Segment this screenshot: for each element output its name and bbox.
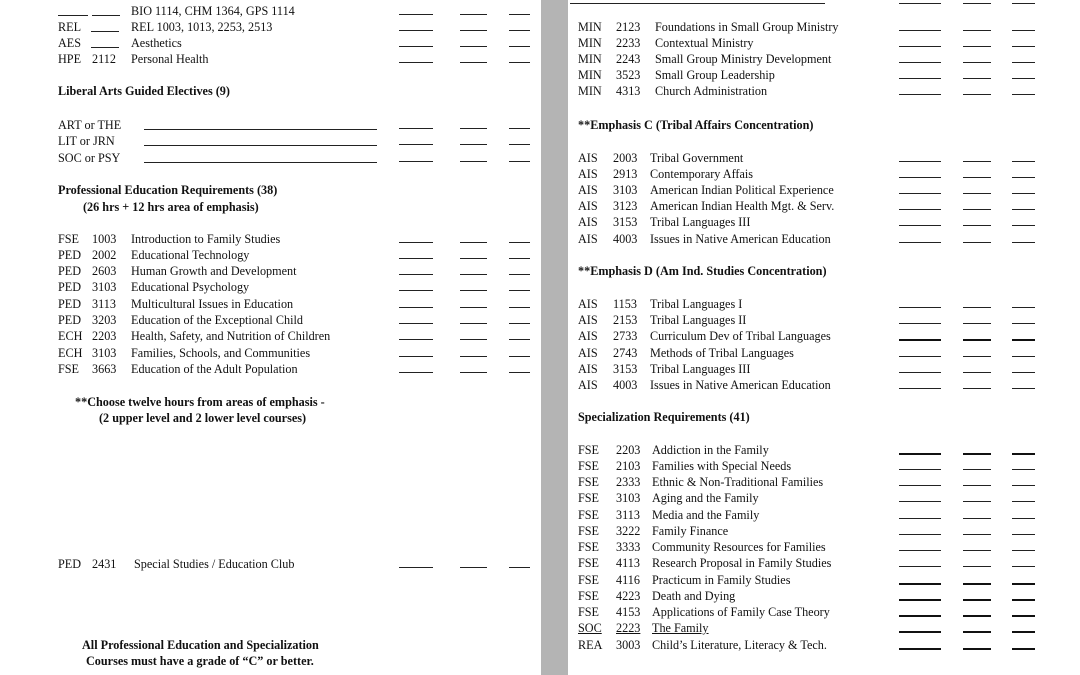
grade-blank-2[interactable]	[963, 550, 991, 551]
grade-blank-3[interactable]	[1012, 631, 1035, 633]
course-title: Research Proposal in Family Studies	[652, 556, 832, 570]
course-dept: FSE	[578, 573, 600, 587]
grade-blank-1[interactable]	[399, 128, 433, 129]
course-dept: MIN	[578, 20, 602, 34]
grade-blank-3[interactable]	[1012, 388, 1035, 389]
grade-blank-2[interactable]	[963, 78, 991, 79]
grade-note: Courses must have a grade of “C” or better.	[86, 654, 314, 668]
grade-blank-1[interactable]	[899, 46, 941, 47]
grade-blank-3[interactable]	[509, 62, 530, 63]
course-title: Tribal Languages III	[650, 362, 751, 376]
grade-blank-2[interactable]	[963, 30, 991, 31]
grade-blank-1[interactable]	[899, 550, 941, 551]
grade-blank-1[interactable]	[899, 599, 941, 601]
course-number: 3113	[92, 297, 116, 311]
grade-blank-3[interactable]	[1012, 518, 1035, 519]
grade-blank-2[interactable]	[963, 599, 991, 601]
grade-blank-3[interactable]	[509, 307, 530, 308]
course-dept: ECH	[58, 329, 83, 343]
grade-blank-3[interactable]	[1012, 469, 1035, 470]
course-number: 1003	[92, 232, 117, 246]
grade-blank-1[interactable]	[899, 78, 941, 79]
grade-blank-3[interactable]	[1012, 242, 1035, 243]
grade-blank-2[interactable]	[963, 566, 991, 567]
grade-blank-2[interactable]	[963, 469, 991, 470]
fill-in-line[interactable]	[570, 3, 825, 4]
course-dept: MIN	[578, 84, 602, 98]
grade-blank-1[interactable]	[399, 567, 433, 568]
grade-blank-1[interactable]	[399, 323, 433, 324]
grade-blank-1[interactable]	[399, 339, 433, 340]
course-title: Small Group Leadership	[655, 68, 775, 82]
course-dept: PED	[58, 264, 82, 278]
course-number: 4003	[613, 232, 638, 246]
emphasis-note: (2 upper level and 2 lower level courses)	[99, 411, 307, 425]
grade-blank-2[interactable]	[963, 94, 991, 95]
course-number: 4113	[616, 556, 640, 570]
grade-blank-1[interactable]	[399, 161, 433, 162]
course-title: Media and the Family	[652, 508, 760, 522]
course-dept: AIS	[578, 167, 598, 181]
course-number: 2203	[616, 443, 641, 457]
course-number: 4153	[616, 605, 641, 619]
course-number: 2913	[613, 167, 638, 181]
grade-blank-3[interactable]	[1012, 339, 1035, 341]
course-number: 2743	[613, 346, 638, 360]
grade-blank-2[interactable]	[460, 567, 487, 568]
course-title: Tribal Languages I	[650, 297, 743, 311]
grade-blank-1[interactable]	[399, 46, 433, 47]
course-number: 3153	[613, 362, 638, 376]
grade-blank-2[interactable]	[963, 501, 991, 502]
course-title: Death and Dying	[652, 589, 736, 603]
course-dept: FSE	[578, 491, 600, 505]
grade-blank-2[interactable]	[460, 323, 487, 324]
grade-blank-2[interactable]	[963, 631, 991, 633]
grade-blank-2[interactable]	[963, 307, 991, 308]
grade-blank-2[interactable]	[460, 356, 487, 357]
grade-blank-2[interactable]	[963, 209, 991, 210]
grade-blank-1[interactable]	[399, 290, 433, 291]
grade-blank-3[interactable]	[509, 128, 530, 129]
course-dept: AES	[58, 36, 82, 50]
course-title: Educational Technology	[131, 248, 250, 262]
grade-blank-3[interactable]	[1012, 193, 1035, 194]
grade-blank-1[interactable]	[899, 485, 941, 486]
grade-blank-3[interactable]	[509, 144, 530, 145]
grade-blank-2[interactable]	[460, 46, 487, 47]
grade-blank-3[interactable]	[509, 567, 530, 568]
grade-blank-2[interactable]	[963, 534, 991, 535]
section-heading-prof-ed: Professional Education Requirements (38)	[58, 183, 278, 197]
grade-note: All Professional Education and Specialization	[82, 638, 319, 652]
emphasis-note: **Choose twelve hours from areas of emphasis -	[75, 395, 325, 409]
course-number: 2153	[613, 313, 638, 327]
grade-blank-3[interactable]	[1012, 177, 1035, 178]
grade-blank-1[interactable]	[399, 372, 433, 373]
grade-blank-1[interactable]	[899, 177, 941, 178]
grade-blank-3[interactable]	[1012, 94, 1035, 95]
grade-blank-1[interactable]	[399, 30, 433, 31]
grade-blank-3[interactable]	[1012, 30, 1035, 31]
course-title: Educational Psychology	[131, 280, 250, 294]
course-number: 4223	[616, 589, 641, 603]
course-dept: PED	[58, 297, 82, 311]
course-dept: PED	[58, 313, 82, 327]
grade-blank-3[interactable]	[509, 372, 530, 373]
grade-blank-1[interactable]	[399, 356, 433, 357]
section-heading-emphasis-c: **Emphasis C (Tribal Affairs Concentration)	[578, 118, 814, 132]
fill-in-line[interactable]	[91, 47, 119, 48]
course-title: REL 1003, 1013, 2253, 2513	[131, 20, 273, 34]
course-number: 3103	[616, 491, 641, 505]
course-title: Contextual Ministry	[655, 36, 754, 50]
grade-blank-2[interactable]	[963, 648, 991, 650]
course-number: 3123	[613, 199, 638, 213]
grade-blank-3[interactable]	[1012, 307, 1035, 308]
course-dept: SOC	[578, 621, 602, 635]
grade-blank-1[interactable]	[899, 193, 941, 194]
grade-blank-1[interactable]	[399, 242, 433, 243]
course-dept: AIS	[578, 215, 598, 229]
course-title: Education of the Exceptional Child	[131, 313, 303, 327]
section-subheading-prof-ed: (26 hrs + 12 hrs area of emphasis)	[83, 200, 259, 214]
grade-blank-3[interactable]	[1012, 161, 1035, 162]
grade-blank-1[interactable]	[399, 144, 433, 145]
course-number: 2112	[92, 52, 116, 66]
course-dept: PED	[58, 557, 82, 571]
grade-blank-3[interactable]	[1012, 3, 1035, 4]
grade-blank-2[interactable]	[460, 307, 487, 308]
course-number: 3203	[92, 313, 117, 327]
course-dept: AIS	[578, 378, 598, 392]
course-number: 3222	[616, 524, 641, 538]
grade-blank-1[interactable]	[399, 62, 433, 63]
grade-blank-1[interactable]	[899, 225, 941, 226]
course-title: The Family	[652, 621, 709, 635]
grade-blank-3[interactable]	[1012, 648, 1035, 650]
grade-blank-1[interactable]	[899, 307, 941, 308]
grade-blank-3[interactable]	[509, 323, 530, 324]
grade-blank-1[interactable]	[399, 274, 433, 275]
grade-blank-1[interactable]	[899, 3, 941, 4]
grade-blank-2[interactable]	[963, 161, 991, 162]
grade-blank-3[interactable]	[1012, 501, 1035, 502]
course-title: Health, Safety, and Nutrition of Children	[131, 329, 331, 343]
course-dept: FSE	[578, 475, 600, 489]
grade-blank-3[interactable]	[1012, 453, 1035, 455]
grade-blank-2[interactable]	[963, 485, 991, 486]
grade-blank-3[interactable]	[509, 356, 530, 357]
course-number: 3523	[616, 68, 641, 82]
grade-blank-2[interactable]	[963, 323, 991, 324]
grade-blank-2[interactable]	[460, 258, 487, 259]
course-title: Small Group Ministry Development	[655, 52, 832, 66]
course-dept: AIS	[578, 199, 598, 213]
grade-blank-1[interactable]	[899, 534, 941, 535]
grade-blank-2[interactable]	[963, 225, 991, 226]
grade-blank-2[interactable]	[460, 30, 487, 31]
grade-blank-1[interactable]	[899, 356, 941, 357]
course-number: 4313	[616, 84, 641, 98]
course-number: 3103	[92, 346, 117, 360]
course-number: 4116	[616, 573, 640, 587]
grade-blank-2[interactable]	[963, 583, 991, 585]
course-title: Aesthetics	[131, 36, 182, 50]
course-dept: AIS	[578, 329, 598, 343]
section-heading-liberal-arts: Liberal Arts Guided Electives (9)	[58, 84, 230, 98]
page-gutter	[541, 0, 568, 675]
course-dept: PED	[58, 280, 82, 294]
elective-fill-in[interactable]	[144, 129, 377, 130]
grade-blank-1[interactable]	[899, 469, 941, 470]
grade-blank-3[interactable]	[509, 46, 530, 47]
fill-in-line[interactable]	[58, 15, 88, 16]
course-number: 2733	[613, 329, 638, 343]
course-number: 2123	[616, 20, 641, 34]
course-title: Ethnic & Non-Traditional Families	[652, 475, 824, 489]
course-number: 2431	[92, 557, 117, 571]
course-title: Family Finance	[652, 524, 729, 538]
grade-blank-3[interactable]	[1012, 225, 1035, 226]
grade-blank-2[interactable]	[963, 242, 991, 243]
grade-blank-1[interactable]	[899, 648, 941, 650]
grade-blank-3[interactable]	[1012, 550, 1035, 551]
course-dept: FSE	[578, 508, 600, 522]
grade-blank-3[interactable]	[509, 242, 530, 243]
course-title: Methods of Tribal Languages	[650, 346, 794, 360]
course-dept: AIS	[578, 346, 598, 360]
grade-blank-1[interactable]	[899, 339, 941, 341]
course-title: Tribal Languages II	[650, 313, 747, 327]
grade-blank-3[interactable]	[509, 161, 530, 162]
grade-blank-2[interactable]	[963, 372, 991, 373]
course-dept: AIS	[578, 313, 598, 327]
section-heading-emphasis-d: **Emphasis D (Am Ind. Studies Concentration)	[578, 264, 827, 278]
grade-blank-3[interactable]	[509, 30, 530, 31]
grade-blank-1[interactable]	[399, 14, 433, 15]
grade-blank-3[interactable]	[1012, 46, 1035, 47]
course-dept: AIS	[578, 232, 598, 246]
grade-blank-3[interactable]	[509, 290, 530, 291]
course-title: Applications of Family Case Theory	[652, 605, 830, 619]
grade-blank-1[interactable]	[899, 30, 941, 31]
course-number: 3153	[613, 215, 638, 229]
course-title: Special Studies / Education Club	[134, 557, 295, 571]
grade-blank-1[interactable]	[899, 518, 941, 519]
course-title: BIO 1114, CHM 1364, GPS 1114	[131, 4, 295, 18]
course-number: 3003	[616, 638, 641, 652]
grade-blank-2[interactable]	[460, 128, 487, 129]
course-title: Child’s Literature, Literacy & Tech.	[652, 638, 827, 652]
grade-blank-1[interactable]	[899, 453, 941, 455]
grade-blank-3[interactable]	[1012, 356, 1035, 357]
course-title: Issues in Native American Education	[650, 232, 831, 246]
course-number: 2603	[92, 264, 117, 278]
course-title: American Indian Health Mgt. & Serv.	[650, 199, 835, 213]
course-title: Introduction to Family Studies	[131, 232, 281, 246]
grade-blank-2[interactable]	[460, 14, 487, 15]
grade-blank-3[interactable]	[1012, 323, 1035, 324]
course-dept: FSE	[578, 589, 600, 603]
grade-blank-2[interactable]	[460, 161, 487, 162]
grade-blank-1[interactable]	[899, 323, 941, 324]
grade-blank-3[interactable]	[1012, 599, 1035, 601]
grade-blank-2[interactable]	[963, 3, 991, 4]
fill-in-line[interactable]	[92, 15, 120, 16]
course-title: Human Growth and Development	[131, 264, 297, 278]
course-dept: FSE	[58, 232, 80, 246]
grade-blank-2[interactable]	[963, 518, 991, 519]
course-title: Addiction in the Family	[652, 443, 769, 457]
course-dept: MIN	[578, 52, 602, 66]
grade-blank-1[interactable]	[899, 62, 941, 63]
course-dept: FSE	[578, 459, 600, 473]
grade-blank-3[interactable]	[1012, 534, 1035, 535]
grade-blank-2[interactable]	[460, 144, 487, 145]
course-number: 3663	[92, 362, 117, 376]
course-dept: AIS	[578, 151, 598, 165]
grade-blank-3[interactable]	[509, 14, 530, 15]
grade-blank-2[interactable]	[963, 193, 991, 194]
course-title: Church Administration	[655, 84, 768, 98]
grade-blank-2[interactable]	[963, 615, 991, 617]
course-dept: REA	[578, 638, 603, 652]
grade-blank-3[interactable]	[509, 258, 530, 259]
course-number: 3103	[92, 280, 117, 294]
grade-blank-1[interactable]	[899, 94, 941, 95]
grade-blank-2[interactable]	[963, 453, 991, 455]
grade-blank-3[interactable]	[509, 339, 530, 340]
course-number: 2203	[92, 329, 117, 343]
grade-blank-3[interactable]	[509, 274, 530, 275]
grade-blank-3[interactable]	[1012, 566, 1035, 567]
course-dept: HPE	[58, 52, 82, 66]
elective-subject: LIT or JRN	[58, 134, 115, 148]
course-dept: FSE	[58, 362, 80, 376]
course-number: 2003	[613, 151, 638, 165]
course-title: Aging and the Family	[652, 491, 759, 505]
course-dept: FSE	[578, 443, 600, 457]
grade-blank-3[interactable]	[1012, 62, 1035, 63]
course-title: Personal Health	[131, 52, 209, 66]
grade-blank-2[interactable]	[460, 372, 487, 373]
grade-blank-3[interactable]	[1012, 209, 1035, 210]
grade-blank-2[interactable]	[963, 46, 991, 47]
grade-blank-1[interactable]	[899, 615, 941, 617]
grade-blank-1[interactable]	[399, 258, 433, 259]
course-title: Tribal Government	[650, 151, 744, 165]
course-title: Curriculum Dev of Tribal Languages	[650, 329, 831, 343]
course-title: Contemporary Affais	[650, 167, 754, 181]
course-number: 2103	[616, 459, 641, 473]
grade-blank-2[interactable]	[460, 274, 487, 275]
course-number: 2233	[616, 36, 641, 50]
grade-blank-1[interactable]	[399, 307, 433, 308]
grade-blank-2[interactable]	[963, 339, 991, 341]
grade-blank-1[interactable]	[899, 388, 941, 389]
course-dept: AIS	[578, 183, 598, 197]
course-dept: FSE	[578, 605, 600, 619]
course-dept: AIS	[578, 297, 598, 311]
grade-blank-3[interactable]	[1012, 78, 1035, 79]
elective-fill-in[interactable]	[144, 145, 377, 146]
course-title: Families with Special Needs	[652, 459, 792, 473]
course-dept: FSE	[578, 540, 600, 554]
grade-blank-1[interactable]	[899, 161, 941, 162]
course-title: Practicum in Family Studies	[652, 573, 791, 587]
course-dept: AIS	[578, 362, 598, 376]
course-dept: REL	[58, 20, 82, 34]
course-number: 4003	[613, 378, 638, 392]
course-number: 1153	[613, 297, 637, 311]
grade-blank-1[interactable]	[899, 242, 941, 243]
elective-subject: ART or THE	[58, 118, 122, 132]
course-dept: ECH	[58, 346, 83, 360]
course-dept: MIN	[578, 36, 602, 50]
course-number: 2223	[616, 621, 641, 635]
course-dept: MIN	[578, 68, 602, 82]
grade-blank-2[interactable]	[460, 242, 487, 243]
grade-blank-2[interactable]	[460, 339, 487, 340]
grade-blank-2[interactable]	[963, 177, 991, 178]
course-number: 3333	[616, 540, 641, 554]
elective-fill-in[interactable]	[144, 162, 377, 163]
course-title: Community Resources for Families	[652, 540, 826, 554]
grade-blank-2[interactable]	[460, 290, 487, 291]
course-title: Foundations in Small Group Ministry	[655, 20, 839, 34]
course-dept: FSE	[578, 556, 600, 570]
course-dept: PED	[58, 248, 82, 262]
grade-blank-3[interactable]	[1012, 583, 1035, 585]
grade-blank-1[interactable]	[899, 583, 941, 585]
course-title: Issues in Native American Education	[650, 378, 831, 392]
grade-blank-1[interactable]	[899, 372, 941, 373]
course-number: 3113	[616, 508, 640, 522]
course-title: Tribal Languages III	[650, 215, 751, 229]
course-title: American Indian Political Experience	[650, 183, 834, 197]
course-title: Education of the Adult Population	[131, 362, 298, 376]
fill-in-line[interactable]	[91, 31, 119, 32]
grade-blank-2[interactable]	[963, 356, 991, 357]
grade-blank-1[interactable]	[899, 631, 941, 633]
section-heading-specialization: Specialization Requirements (41)	[578, 410, 750, 424]
grade-blank-2[interactable]	[963, 388, 991, 389]
grade-blank-1[interactable]	[899, 209, 941, 210]
grade-blank-3[interactable]	[1012, 615, 1035, 617]
course-number: 3103	[613, 183, 638, 197]
elective-subject: SOC or PSY	[58, 151, 121, 165]
course-title: Families, Schools, and Communities	[131, 346, 311, 360]
grade-blank-3[interactable]	[1012, 372, 1035, 373]
course-dept: FSE	[578, 524, 600, 538]
course-number: 2002	[92, 248, 117, 262]
grade-blank-3[interactable]	[1012, 485, 1035, 486]
course-title: Multicultural Issues in Education	[131, 297, 294, 311]
grade-blank-1[interactable]	[899, 501, 941, 502]
course-number: 2333	[616, 475, 641, 489]
grade-blank-2[interactable]	[460, 62, 487, 63]
grade-blank-1[interactable]	[899, 566, 941, 567]
grade-blank-2[interactable]	[963, 62, 991, 63]
course-number: 2243	[616, 52, 641, 66]
